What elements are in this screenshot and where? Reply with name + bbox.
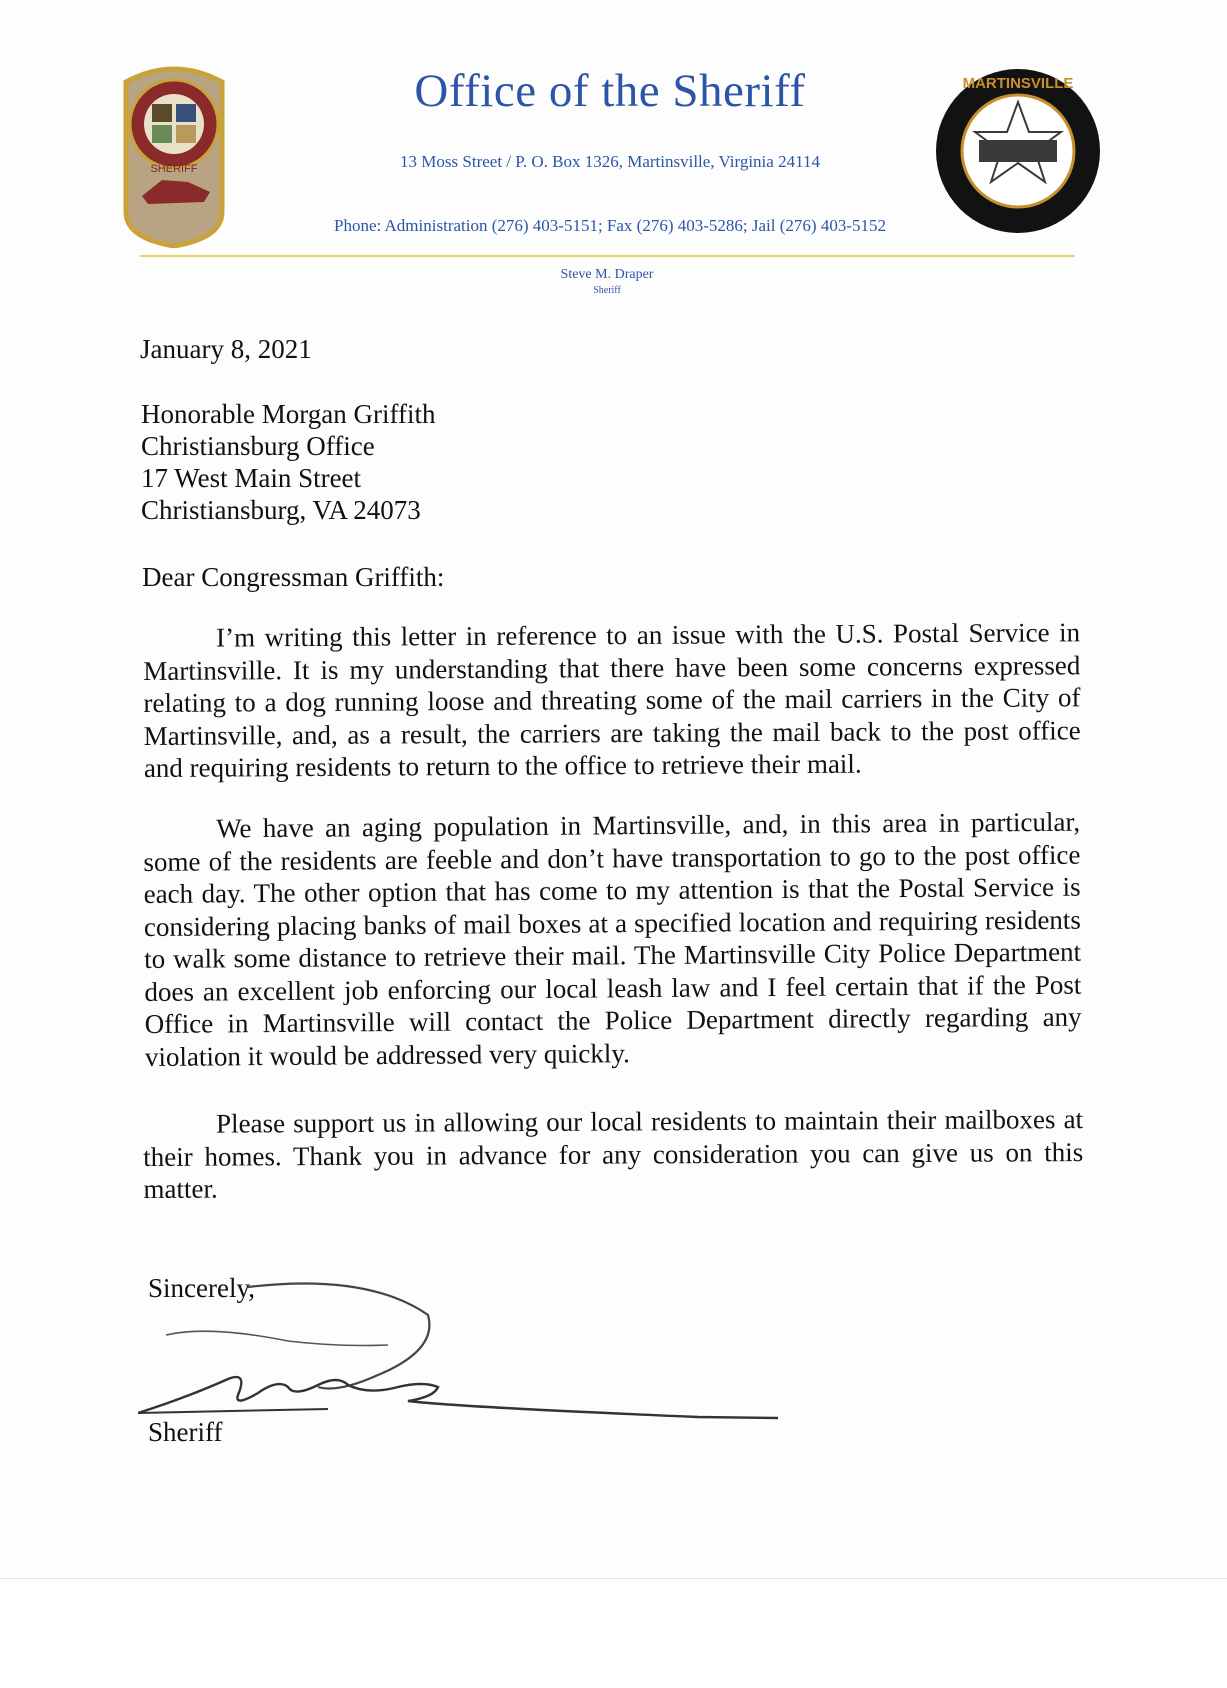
signature-title: Sheriff	[148, 1417, 223, 1447]
recipient-line: Christiansburg, VA 24073	[141, 495, 421, 525]
closing: Sincerely,	[148, 1273, 255, 1303]
body-paragraph: We have an aging population in Martinsville, and, in this area in particular, some of the residents are feeble and don’t have transportation to go to the post office each day. The other option that has come to my attention is that the Postal Service is considering placing banks of mail boxes at a specified location and requiring residents to walk some distance to retrieve their mail. The Martinsville City Police Department does an excellent job enforcing our local leash law and I feel certain that if the Post Office in Martinsville will contact the Police Department directly regarding any violation it would be addressed very quickly.	[143, 806, 1082, 1072]
letterhead-sheriff-name: Steve M. Draper	[560, 267, 654, 282]
body-paragraph: Please support us in allowing our local residents to maintain their mailboxes at their homes. Thank you in advance for any consideration you can give us on this matter.	[143, 1104, 1084, 1204]
scan-background	[0, 1578, 1227, 1688]
letterhead-title: Office of the Sheriff	[414, 65, 806, 117]
sheriff-patch-logo	[118, 62, 230, 248]
svg-text:MARTINSVILLE: MARTINSVILLE	[962, 75, 1074, 92]
accreditation-seal-logo	[933, 66, 1103, 236]
body-paragraph: I’m writing this letter in reference to an issue with the U.S. Postal Service in Martinsville. It is my understanding that there have been some concerns expressed relating to a dog running loose and threating some of the mail carriers in the City of Martinsville, and, as a result, the carriers are taking the mail back to the post office and requiring residents to return to the office to retrieve their mail.	[143, 617, 1081, 783]
letterhead-phone: Phone: Administration (276) 403-5151; Fax (276) 403-5286; Jail (276) 403-5152	[334, 216, 886, 235]
recipient-line: Honorable Morgan Griffith	[141, 399, 436, 429]
handwritten-signature	[138, 1275, 838, 1445]
letterhead-sheriff-title: Sheriff	[593, 285, 621, 296]
letter-date: January 8, 2021	[140, 334, 312, 364]
recipient-line: Christiansburg Office	[141, 431, 375, 461]
recipient-address	[141, 398, 435, 526]
letterhead-address: 13 Moss Street / P. O. Box 1326, Martinsville, Virginia 24114	[400, 152, 820, 171]
svg-text:SHERIFF: SHERIFF	[150, 163, 198, 175]
salutation: Dear Congressman Griffith:	[142, 562, 445, 592]
recipient-line: 17 West Main Street	[141, 463, 362, 493]
letterhead-divider	[140, 255, 1075, 257]
